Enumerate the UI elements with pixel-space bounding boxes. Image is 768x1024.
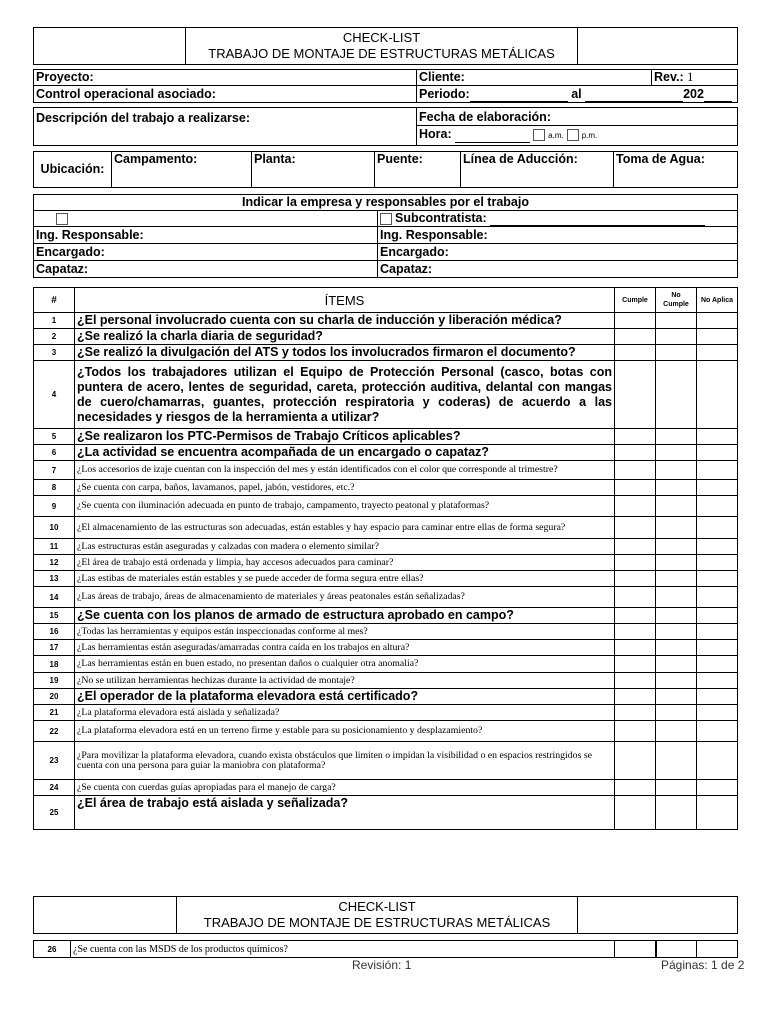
empresa-block bbox=[33, 194, 738, 278]
table-row bbox=[34, 780, 738, 796]
no-aplica-cell[interactable] bbox=[697, 587, 738, 608]
table-row bbox=[34, 656, 738, 673]
no-aplica-cell[interactable] bbox=[697, 608, 738, 624]
col-no-aplica: No Aplica bbox=[697, 288, 738, 313]
item-number: 4 bbox=[34, 361, 75, 429]
no-cumple-cell[interactable] bbox=[656, 624, 697, 640]
no-aplica-cell[interactable] bbox=[697, 361, 738, 429]
item-number: 2 bbox=[34, 329, 75, 345]
item-question: ¿Las áreas de trabajo, áreas de almacenamiento de materiales y áreas peatonales están señalizadas? bbox=[75, 587, 615, 608]
no-aplica-cell[interactable] bbox=[697, 313, 738, 329]
item-question: ¿Todos los trabajadores utilizan el Equipo de Protección Personal (casco, botas con puntera de acero, lentes de seguridad, careta, protección auditiva, delantal con mangas de cuero/chamarras, guantes, protección respiratoria y coderas) de acuerdo a las necesidades y riesgos de la herramienta a utilizar? bbox=[75, 361, 615, 429]
no-aplica-cell[interactable] bbox=[697, 345, 738, 361]
no-aplica-cell[interactable] bbox=[697, 571, 738, 587]
no-aplica-cell[interactable] bbox=[697, 496, 738, 517]
cumple-cell[interactable] bbox=[615, 780, 656, 796]
subcontratista-field[interactable]: Subcontratista: bbox=[378, 211, 738, 227]
table-row bbox=[34, 673, 738, 689]
cumple-cell[interactable] bbox=[615, 705, 656, 721]
item-question: ¿Se realizaron los PTC-Permisos de Trabajo Críticos aplicables? bbox=[75, 429, 615, 445]
ubicacion-block bbox=[33, 151, 738, 188]
capataz-2[interactable]: Capataz: bbox=[378, 261, 738, 278]
no-cumple-cell[interactable] bbox=[656, 539, 697, 555]
no-aplica-cell[interactable] bbox=[697, 941, 738, 958]
table-row bbox=[34, 796, 738, 830]
no-cumple-cell[interactable] bbox=[656, 941, 697, 958]
table-row bbox=[34, 313, 738, 329]
item-number: 26 bbox=[34, 941, 71, 958]
item-number: 12 bbox=[34, 555, 75, 571]
item-question: ¿Los accesorios de izaje cuentan con la inspección del mes y están identificados con el color que corresponde al trimestre? bbox=[75, 461, 615, 480]
no-cumple-cell[interactable] bbox=[656, 705, 697, 721]
item-number: 17 bbox=[34, 640, 75, 656]
table-row bbox=[34, 555, 738, 571]
cumple-cell[interactable] bbox=[615, 480, 656, 496]
item-question: ¿Se cuenta con carpa, baños, lavamanos, papel, jabón, vestidores, etc.? bbox=[75, 480, 615, 496]
no-aplica-cell[interactable] bbox=[697, 689, 738, 705]
table-row bbox=[34, 742, 738, 780]
cumple-cell[interactable] bbox=[615, 742, 656, 780]
rev-field: Rev.: 1 bbox=[652, 70, 738, 86]
item-question: ¿Se cuenta con iluminación adecuada en punto de trabajo, campamento, trayecto peatonal y plataformas? bbox=[75, 496, 615, 517]
project-info bbox=[33, 69, 738, 103]
table-row bbox=[34, 941, 738, 958]
pm-checkbox[interactable] bbox=[567, 129, 579, 141]
item-number: 20 bbox=[34, 689, 75, 705]
cumple-cell[interactable] bbox=[615, 640, 656, 656]
cumple-cell[interactable] bbox=[615, 361, 656, 429]
cumple-cell[interactable] bbox=[615, 624, 656, 640]
no-aplica-cell[interactable] bbox=[697, 539, 738, 555]
no-cumple-cell[interactable] bbox=[656, 480, 697, 496]
item-number: 13 bbox=[34, 571, 75, 587]
cumple-cell[interactable] bbox=[615, 445, 656, 461]
item-question: ¿Se cuenta con cuerdas guías apropiadas para el manejo de carga? bbox=[75, 780, 615, 796]
title-line-1: CHECK-LIST bbox=[342, 30, 421, 45]
item-question: ¿Las herramientas están en buen estado, no presentan daños o cualquier otra anomalía? bbox=[75, 656, 615, 673]
table-row bbox=[34, 496, 738, 517]
no-cumple-cell[interactable] bbox=[656, 429, 697, 445]
item-number: 16 bbox=[34, 624, 75, 640]
title-block bbox=[33, 27, 738, 65]
document-title bbox=[186, 28, 578, 65]
item-number: 24 bbox=[34, 780, 75, 796]
item-question: ¿El almacenamiento de las estructuras son adecuadas, están estables y hay espacio para caminar entre ellas de forma segura? bbox=[75, 517, 615, 539]
item-question: ¿Se realizó la divulgación del ATS y todos los involucrados firmaron el documento? bbox=[75, 345, 615, 361]
control-operacional-field[interactable]: Control operacional asociado: bbox=[34, 86, 417, 103]
no-cumple-cell[interactable] bbox=[656, 640, 697, 656]
periodo-field[interactable]: Periodo: al 202 bbox=[417, 86, 738, 103]
document-title-2: CHECK-LIST TRABAJO DE MONTAJE DE ESTRUCTURAS METÁLICAS bbox=[177, 897, 578, 934]
table-row bbox=[34, 429, 738, 445]
item-number: 14 bbox=[34, 587, 75, 608]
no-aplica-cell[interactable] bbox=[697, 656, 738, 673]
no-aplica-cell[interactable] bbox=[697, 705, 738, 721]
item-question: ¿Las herramientas están aseguradas/amarradas contra caída en los trabajos en altura? bbox=[75, 640, 615, 656]
cumple-cell[interactable] bbox=[615, 796, 656, 830]
table-row bbox=[34, 721, 738, 742]
table-row bbox=[34, 608, 738, 624]
no-aplica-cell[interactable] bbox=[697, 329, 738, 345]
item-number: 10 bbox=[34, 517, 75, 539]
no-aplica-cell[interactable] bbox=[697, 445, 738, 461]
no-cumple-cell[interactable] bbox=[656, 689, 697, 705]
table-row bbox=[34, 689, 738, 705]
table-row bbox=[34, 461, 738, 480]
toma-agua-field[interactable]: Toma de Agua: bbox=[614, 152, 738, 188]
cumple-cell[interactable] bbox=[615, 517, 656, 539]
table-row bbox=[34, 361, 738, 429]
item-question: ¿Se realizó la charla diaria de seguridad? bbox=[75, 329, 615, 345]
no-aplica-cell[interactable] bbox=[697, 721, 738, 742]
no-aplica-cell[interactable] bbox=[697, 624, 738, 640]
cliente-field[interactable]: Cliente: bbox=[417, 70, 652, 86]
linea-aduccion-field[interactable]: Línea de Aducción: bbox=[461, 152, 614, 188]
col-cumple: Cumple bbox=[615, 288, 656, 313]
no-cumple-cell[interactable] bbox=[656, 461, 697, 480]
item-number: 25 bbox=[34, 796, 75, 830]
no-aplica-cell[interactable] bbox=[697, 796, 738, 830]
encargado-2[interactable]: Encargado: bbox=[378, 244, 738, 261]
item-number: 3 bbox=[34, 345, 75, 361]
col-num: # bbox=[34, 288, 75, 313]
item-question: ¿Se cuenta con las MSDS de los productos químicos? bbox=[71, 941, 615, 958]
cumple-cell[interactable] bbox=[615, 587, 656, 608]
item-question: ¿Para movilizar la plataforma elevadora, cuando exista obstáculos que limiten o impidan la visibilidad o en espacios restringidos se cuenta con una persona para guiar la maniobra con plataforma? bbox=[75, 742, 615, 780]
cumple-cell[interactable] bbox=[615, 496, 656, 517]
no-cumple-cell[interactable] bbox=[656, 656, 697, 673]
item-question: ¿El personal involucrado cuenta con su charla de inducción y liberación médica? bbox=[75, 313, 615, 329]
item-number: 6 bbox=[34, 445, 75, 461]
cumple-cell[interactable] bbox=[615, 656, 656, 673]
ing-responsable-1[interactable]: Ing. Responsable: bbox=[34, 227, 378, 244]
cumple-cell[interactable] bbox=[615, 555, 656, 571]
no-cumple-cell[interactable] bbox=[656, 329, 697, 345]
fecha-hora-field[interactable]: Fecha de elaboración: Hora: a.m. p.m. bbox=[417, 108, 738, 146]
cumple-cell[interactable] bbox=[615, 941, 656, 958]
footer-revision: Revisión: 1 bbox=[352, 958, 412, 972]
item-number: 8 bbox=[34, 480, 75, 496]
campamento-field[interactable]: Campamento: bbox=[112, 152, 252, 188]
table-row bbox=[34, 517, 738, 539]
table-row bbox=[34, 329, 738, 345]
item-question: ¿Se cuenta con los planos de armado de estructura aprobado en campo? bbox=[75, 608, 615, 624]
item-question: ¿Todas las herramientas y equipos están inspeccionadas conforme al mes? bbox=[75, 624, 615, 640]
title-block-2 bbox=[33, 896, 738, 934]
empresa-principal bbox=[34, 211, 378, 227]
no-aplica-cell[interactable] bbox=[697, 780, 738, 796]
table-row bbox=[34, 640, 738, 656]
no-aplica-cell[interactable] bbox=[697, 555, 738, 571]
no-aplica-cell[interactable] bbox=[697, 742, 738, 780]
item-question: ¿La plataforma elevadora está en un terreno firme y estable para su posicionamiento y desplazamiento? bbox=[75, 721, 615, 742]
table-row bbox=[34, 345, 738, 361]
table-row bbox=[34, 571, 738, 587]
cumple-cell[interactable] bbox=[615, 673, 656, 689]
no-cumple-cell[interactable] bbox=[656, 571, 697, 587]
item-question: ¿Las estructuras están aseguradas y calzadas con madera o elemento similar? bbox=[75, 539, 615, 555]
col-items: ÍTEMS bbox=[75, 288, 615, 313]
puente-field[interactable]: Puente: bbox=[375, 152, 461, 188]
item-26-table bbox=[33, 940, 738, 958]
item-question: ¿El área de trabajo está aislada y señalizada? bbox=[75, 796, 615, 830]
cumple-cell[interactable] bbox=[615, 571, 656, 587]
item-number: 1 bbox=[34, 313, 75, 329]
cumple-cell[interactable] bbox=[615, 608, 656, 624]
no-cumple-cell[interactable] bbox=[656, 517, 697, 539]
no-cumple-cell[interactable] bbox=[656, 361, 697, 429]
footer-pages: Páginas: 1 de 2 bbox=[661, 958, 745, 972]
table-row bbox=[34, 480, 738, 496]
table-row bbox=[34, 445, 738, 461]
item-question: ¿El operador de la plataforma elevadora está certificado? bbox=[75, 689, 615, 705]
item-number: 7 bbox=[34, 461, 75, 480]
cumple-cell[interactable] bbox=[615, 721, 656, 742]
item-number: 15 bbox=[34, 608, 75, 624]
capataz-1[interactable]: Capataz: bbox=[34, 261, 378, 278]
no-cumple-cell[interactable] bbox=[656, 780, 697, 796]
am-checkbox[interactable] bbox=[533, 129, 545, 141]
cumple-cell[interactable] bbox=[615, 461, 656, 480]
item-question: ¿No se utilizan herramientas hechizas durante la actividad de montaje? bbox=[75, 673, 615, 689]
empresa-title: Indicar la empresa y responsables por el trabajo bbox=[34, 195, 738, 211]
ing-responsable-2[interactable]: Ing. Responsable: bbox=[378, 227, 738, 244]
cumple-cell[interactable] bbox=[615, 539, 656, 555]
no-aplica-cell[interactable] bbox=[697, 640, 738, 656]
cumple-cell[interactable] bbox=[615, 345, 656, 361]
proyecto-field[interactable]: Proyecto: bbox=[34, 70, 417, 86]
descripcion-field[interactable]: Descripción del trabajo a realizarse: bbox=[34, 108, 417, 146]
no-cumple-cell[interactable] bbox=[656, 313, 697, 329]
cumple-cell[interactable] bbox=[615, 689, 656, 705]
no-aplica-cell[interactable] bbox=[697, 517, 738, 539]
col-no-cumple: No Cumple bbox=[656, 288, 697, 313]
item-number: 22 bbox=[34, 721, 75, 742]
item-number: 21 bbox=[34, 705, 75, 721]
no-cumple-cell[interactable] bbox=[656, 742, 697, 780]
table-row bbox=[34, 705, 738, 721]
cumple-cell[interactable] bbox=[615, 313, 656, 329]
no-cumple-cell[interactable] bbox=[656, 587, 697, 608]
no-cumple-cell[interactable] bbox=[656, 496, 697, 517]
no-aplica-cell[interactable] bbox=[697, 461, 738, 480]
title-line-2: TRABAJO DE MONTAJE DE ESTRUCTURAS METÁLICAS bbox=[208, 46, 555, 61]
subcontratista-checkbox[interactable] bbox=[380, 213, 392, 225]
table-row bbox=[34, 624, 738, 640]
item-number: 19 bbox=[34, 673, 75, 689]
description-block bbox=[33, 107, 738, 146]
item-number: 9 bbox=[34, 496, 75, 517]
encargado-1[interactable]: Encargado: bbox=[34, 244, 378, 261]
item-number: 18 bbox=[34, 656, 75, 673]
cumple-cell[interactable] bbox=[615, 429, 656, 445]
table-row bbox=[34, 587, 738, 608]
item-question: ¿El área de trabajo está ordenada y limpia, hay accesos adecuados para caminar? bbox=[75, 555, 615, 571]
item-question: ¿Las estibas de materiales están estables y se puede acceder de forma segura entre ellas? bbox=[75, 571, 615, 587]
item-question: ¿La actividad se encuentra acompañada de un encargado o capataz? bbox=[75, 445, 615, 461]
no-aplica-cell[interactable] bbox=[697, 429, 738, 445]
no-cumple-cell[interactable] bbox=[656, 721, 697, 742]
item-number: 11 bbox=[34, 539, 75, 555]
no-cumple-cell[interactable] bbox=[656, 673, 697, 689]
cumple-cell[interactable] bbox=[615, 329, 656, 345]
table-row bbox=[34, 539, 738, 555]
no-cumple-cell[interactable] bbox=[656, 796, 697, 830]
no-cumple-cell[interactable] bbox=[656, 445, 697, 461]
no-cumple-cell[interactable] bbox=[656, 345, 697, 361]
no-cumple-cell[interactable] bbox=[656, 555, 697, 571]
items-table bbox=[33, 287, 738, 830]
empresa-checkbox[interactable] bbox=[56, 213, 68, 225]
item-question: ¿La plataforma elevadora está aislada y señalizada? bbox=[75, 705, 615, 721]
item-number: 23 bbox=[34, 742, 75, 780]
ubicacion-label: Ubicación: bbox=[34, 152, 112, 188]
planta-field[interactable]: Planta: bbox=[252, 152, 375, 188]
no-cumple-cell[interactable] bbox=[656, 608, 697, 624]
no-aplica-cell[interactable] bbox=[697, 480, 738, 496]
item-number: 5 bbox=[34, 429, 75, 445]
no-aplica-cell[interactable] bbox=[697, 673, 738, 689]
